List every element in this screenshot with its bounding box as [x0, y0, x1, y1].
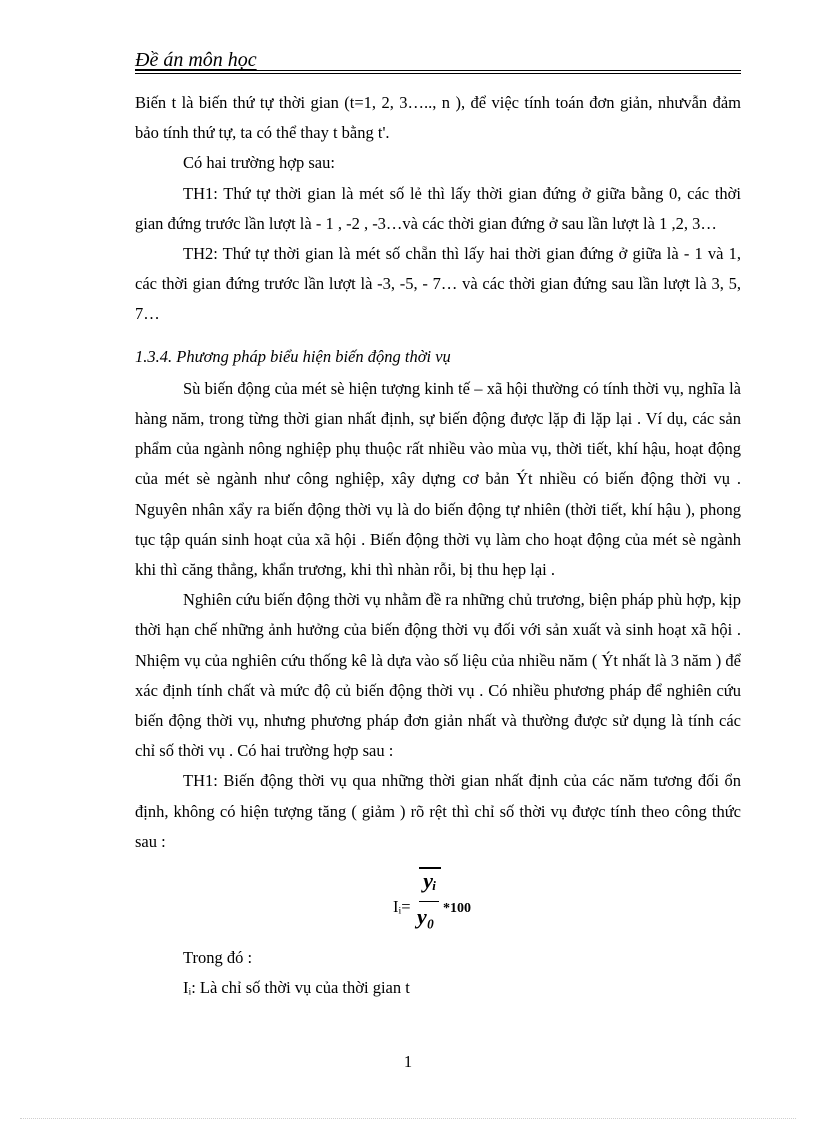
paragraph-two-cases: Có hai trường hợp sau: [183, 153, 335, 173]
page-edge-divider [20, 1118, 796, 1119]
paragraph-seasonal-intro: Sù biến động của mét sè hiện tượng kinh tế – xã hội thường có tính thời vụ, nghĩa là hàng năm, trong từng thời gian nhất định, sự biến động được lặp đi lặp lại . Ví dụ, các sản phẩm của ngành nông nghiệp phụ thuộc rất nhiều vào mùa vụ, thời tiết, khí hậu, hoạt động của mét sè ngành như công nghiệp, xây dựng cơ bản Ýt nhiều có biến động thời vụ . Nguyên nhân xẩy ra biến động thời vụ là do biến động tự nhiên (thời tiết, khí hậu ), phong tục tập quán sinh hoạt của xã hội . Biến động thời vụ làm cho hoạt động của mét sè ngành khi thì căng thẳng, khẩn trương, khi thì nhàn rỗi, bị thu hẹp lại . [135, 378, 741, 580]
formula-lhs: Iᵢ= [393, 897, 411, 917]
header-title: Đề án môn học [135, 49, 257, 71]
header-rule-double [135, 73, 741, 74]
paragraph-index-definition: Iᵢ: Là chỉ số thời vụ của thời gian t [183, 978, 410, 998]
page-header [135, 48, 741, 72]
paragraph-case-2-even: TH2: Thứ tự thời gian là mét số chẵn thì lấy hai thời gian đứng ở giữa là - 1 và 1, các thời gian đứng trước lần lượt là -3, -5, - 7… và các thời gian đứng sau lần lượt là 3, 5, 7… [135, 244, 741, 324]
paragraph-case-1-seasonal: TH1: Biến động thời vụ qua những thời gian nhất định của các năm tương đối ổn định, không có hiện tượng tăng ( giảm ) rõ rệt thì chỉ số thời vụ được tính theo công thức sau : [135, 771, 741, 851]
document-body [135, 88, 741, 1003]
page-number: 1 [403, 1052, 413, 1071]
paragraph-case-1-odd: TH1: Thứ tự thời gian là mét số lẻ thì lấy thời gian đứng ở giữa bằng 0, các thời gian đứng trước lần lượt là - 1 , -2 , -3…và các thời gian đứng ở sau lần lượt là 1 ,2, 3… [135, 183, 741, 233]
section-heading: 1.3.4. Phương pháp biểu hiện biến động thời vụ [135, 346, 451, 366]
formula-multiplier: *100 [443, 901, 471, 917]
paragraph-where: Trong đó : [183, 948, 253, 968]
header-rule [135, 70, 741, 71]
formula-numerator: yᵢ [419, 867, 441, 893]
seasonal-index-formula [135, 859, 741, 939]
formula-fraction-bar [419, 901, 439, 902]
paragraph-time-variable: Biến t là biến thứ tự thời gian (t=1, 2, 3….., n ), để việc tính toán đơn giản, nhưvẫn đảm bảo tính thứ tự, ta có thể thay t bằng t'. [135, 93, 741, 143]
formula-denominator: y₀ [417, 904, 435, 930]
paragraph-seasonal-research: Nghiên cứu biến động thời vụ nhằm đề ra những chủ trương, biện pháp phù hợp, kịp thời hạn chế những ảnh hưởng của biến động thời vụ đối với sản xuất và sinh hoạt xã hội . Nhiệm vụ của nghiên cứu thống kê là dựa vào số liệu của nhiều năm ( Ýt nhất là 3 năm ) để xác định tính chất và mức độ củ biến động thời vụ . Có nhiều phương pháp để nghiên cứu biến động thời vụ, nhưng phương pháp đơn giản nhất và thường được sử dụng là tính các chỉ số thời vụ . Có hai trường hợp sau : [135, 590, 741, 761]
